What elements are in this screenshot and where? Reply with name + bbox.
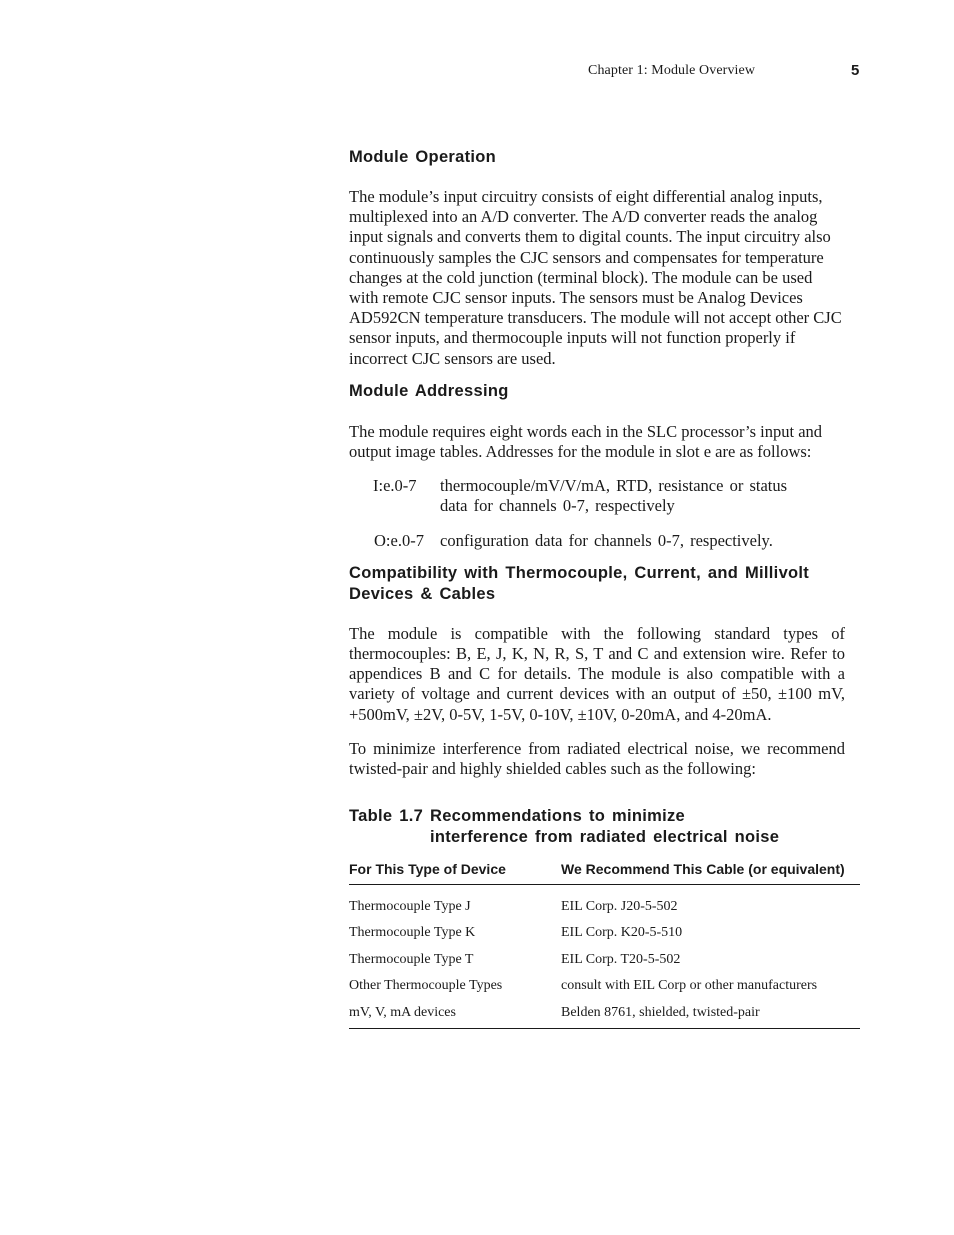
address-code: I:e.0-7 — [373, 476, 417, 496]
device-cell: Thermocouple Type K — [349, 925, 476, 941]
address-list — [349, 476, 860, 551]
main-content — [349, 147, 860, 1029]
address-code: O:e.0-7 — [374, 530, 424, 550]
table-row — [349, 920, 860, 947]
paragraph-compatibility: The module is compatible with the following standard types of thermocouples: B, E, J, K, N, R, S, T and C and extension wire. Refer to appendices B and C for details. The module is also compatible with a variety of voltage and current devices with an output of ±50, ±100 mV, +500mV, ±2V, 0-5V, 1-5V, 0-10V, ±10V, 0-20mA, and 4-20mA. — [349, 623, 845, 724]
address-item-output — [349, 531, 860, 551]
column-header-device: For This Type of Device — [349, 861, 561, 885]
table-caption-line-2: interference from radiated electrical noise — [430, 828, 780, 847]
device-cell: Thermocouple Type J — [349, 898, 471, 914]
table-caption-line-1: Table 1.7 Recommendations to minimize — [349, 807, 686, 826]
paragraph-noise-recommendation: To minimize interference from radiated electrical noise, we recommend twisted-pair and highly shielded cables such as the following: — [349, 738, 845, 779]
address-description: thermocouple/mV/V/mA, RTD, resistance or status data for channels 0-7, respectively — [440, 476, 788, 516]
table-row — [349, 885, 860, 920]
paragraph-module-operation: The module’s input circuitry consists of eight differential analog inputs, multiplexed into an A/D converter. The A/D converter reads the analog input signals and converts them to digital counts. The input circuitry also continuously samples the CJC sensors and compensates for temperature changes at the cold junction (terminal block). The module can be used with remote CJC sensor inputs. The sensors must be Analog Devices AD592CN temperature transducers. The module will not accept other CJC sensor inputs, and thermocouple inputs will not function properly if incorrect CJC sensors are used. — [349, 187, 842, 368]
cable-cell: EIL Corp. K20-5-510 — [561, 925, 683, 941]
cable-cell: Belden 8761, shielded, twisted-pair — [561, 999, 860, 1028]
table-caption — [349, 806, 860, 848]
address-description: configuration data for channels 0-7, respectively. — [440, 530, 773, 550]
cable-cell: consult with EIL Corp or other manufacturers — [561, 978, 818, 994]
running-head: Chapter 1: Module Overview — [588, 63, 756, 78]
column-header-cable: We Recommend This Cable (or equivalent) — [561, 861, 860, 885]
heading-compatibility: Compatibility with Thermocouple, Current, and Millivolt Devices & Cables — [349, 563, 810, 603]
device-cell: Thermocouple Type T — [349, 951, 474, 967]
table-header-row — [349, 861, 860, 885]
paragraph-module-addressing: The module requires eight words each in the SLC processor’s input and output image tables. Addresses for the module in slot e are as follows: — [349, 421, 823, 462]
heading-module-operation: Module Operation — [349, 148, 497, 166]
cable-recommendation-table — [349, 861, 860, 1029]
table-row — [349, 946, 860, 973]
address-item-input — [349, 476, 860, 516]
page-number: 5 — [851, 62, 860, 79]
heading-module-addressing: Module Addressing — [349, 381, 509, 400]
table-row — [349, 973, 860, 1000]
table-row — [349, 999, 860, 1028]
device-cell: mV, V, mA devices — [349, 999, 561, 1028]
cable-cell: EIL Corp. T20-5-502 — [561, 951, 681, 967]
device-cell: Other Thermocouple Types — [349, 978, 503, 994]
cable-cell: EIL Corp. J20-5-502 — [561, 898, 678, 914]
